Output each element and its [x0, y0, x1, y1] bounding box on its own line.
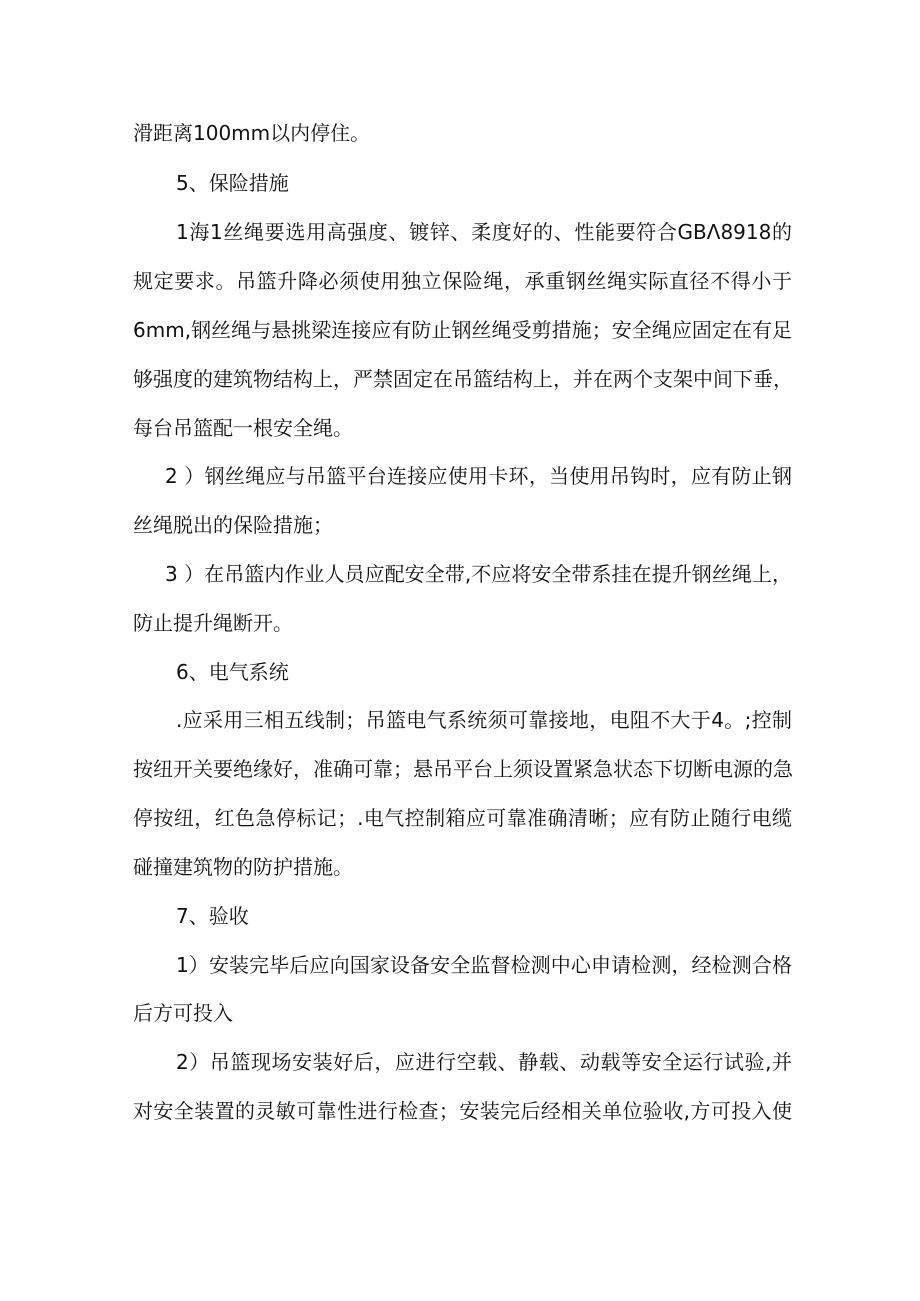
paragraph-line: 后方可投入 — [133, 1001, 233, 1025]
paragraph-line: 碰撞建筑物的防护措施。 — [133, 855, 353, 879]
paragraph-line: .应采用三相五线制；吊篮电气系统须可靠接地，电阻不大于4。;控制 — [176, 708, 792, 732]
paragraph-line: 3 ）在吊篮内作业人员应配安全带,不应将安全带系挂在提升钢丝绳上， — [165, 562, 792, 586]
paragraph-line: 1）安装完毕后应向国家设备安全监督检测中心申请检测，经检测合格 — [176, 953, 792, 977]
section-heading-electrical: 6、电气系统 — [176, 660, 289, 684]
paragraph-line: 按纽开关要绝缘好，准确可靠；悬吊平台上须设置紧急状态下切断电源的急 — [133, 757, 793, 781]
paragraph-line: 停按纽，红色急停标记；.电气控制箱应可靠准确清晰；应有防止随行电缆 — [133, 806, 792, 830]
section-heading-acceptance: 7、验收 — [176, 904, 249, 928]
section-heading-insurance: 5、保险措施 — [176, 171, 289, 195]
paragraph-line: 规定要求。吊篮升降必须使用独立保险绳，承重钢丝绳实际直径不得小于 — [133, 269, 792, 293]
paragraph-line: 丝绳脱出的保险措施； — [133, 513, 333, 537]
paragraph-line: 1海1丝绳要选用高强度、镀锌、柔度好的、性能要符合GBΛ8918的 — [176, 220, 792, 244]
paragraph-line: 6mm,钢丝绳与悬挑梁连接应有防止钢丝绳受剪措施；安全绳应固定在有足 — [133, 318, 792, 342]
paragraph-line: 够强度的建筑物结构上，严禁固定在吊篮结构上，并在两个支架中间下垂， — [133, 367, 793, 391]
paragraph-line: 对安全装置的灵敏可靠性进行检查；安装完后经相关单位验收,方可投入使 — [133, 1099, 792, 1123]
paragraph-line: 防止提升绳断开。 — [133, 611, 293, 635]
paragraph-line: 2 ）钢丝绳应与吊篮平台连接应使用卡环，当使用吊钩时，应有防止钢 — [165, 464, 792, 488]
paragraph-line: 2）吊篮现场安装好后，应进行空载、静载、动载等安全运行试验,并 — [176, 1050, 792, 1074]
paragraph-line: 每台吊篮配一根安全绳。 — [133, 416, 353, 440]
paragraph-line: 滑距离100mm以内停住。 — [133, 121, 371, 145]
